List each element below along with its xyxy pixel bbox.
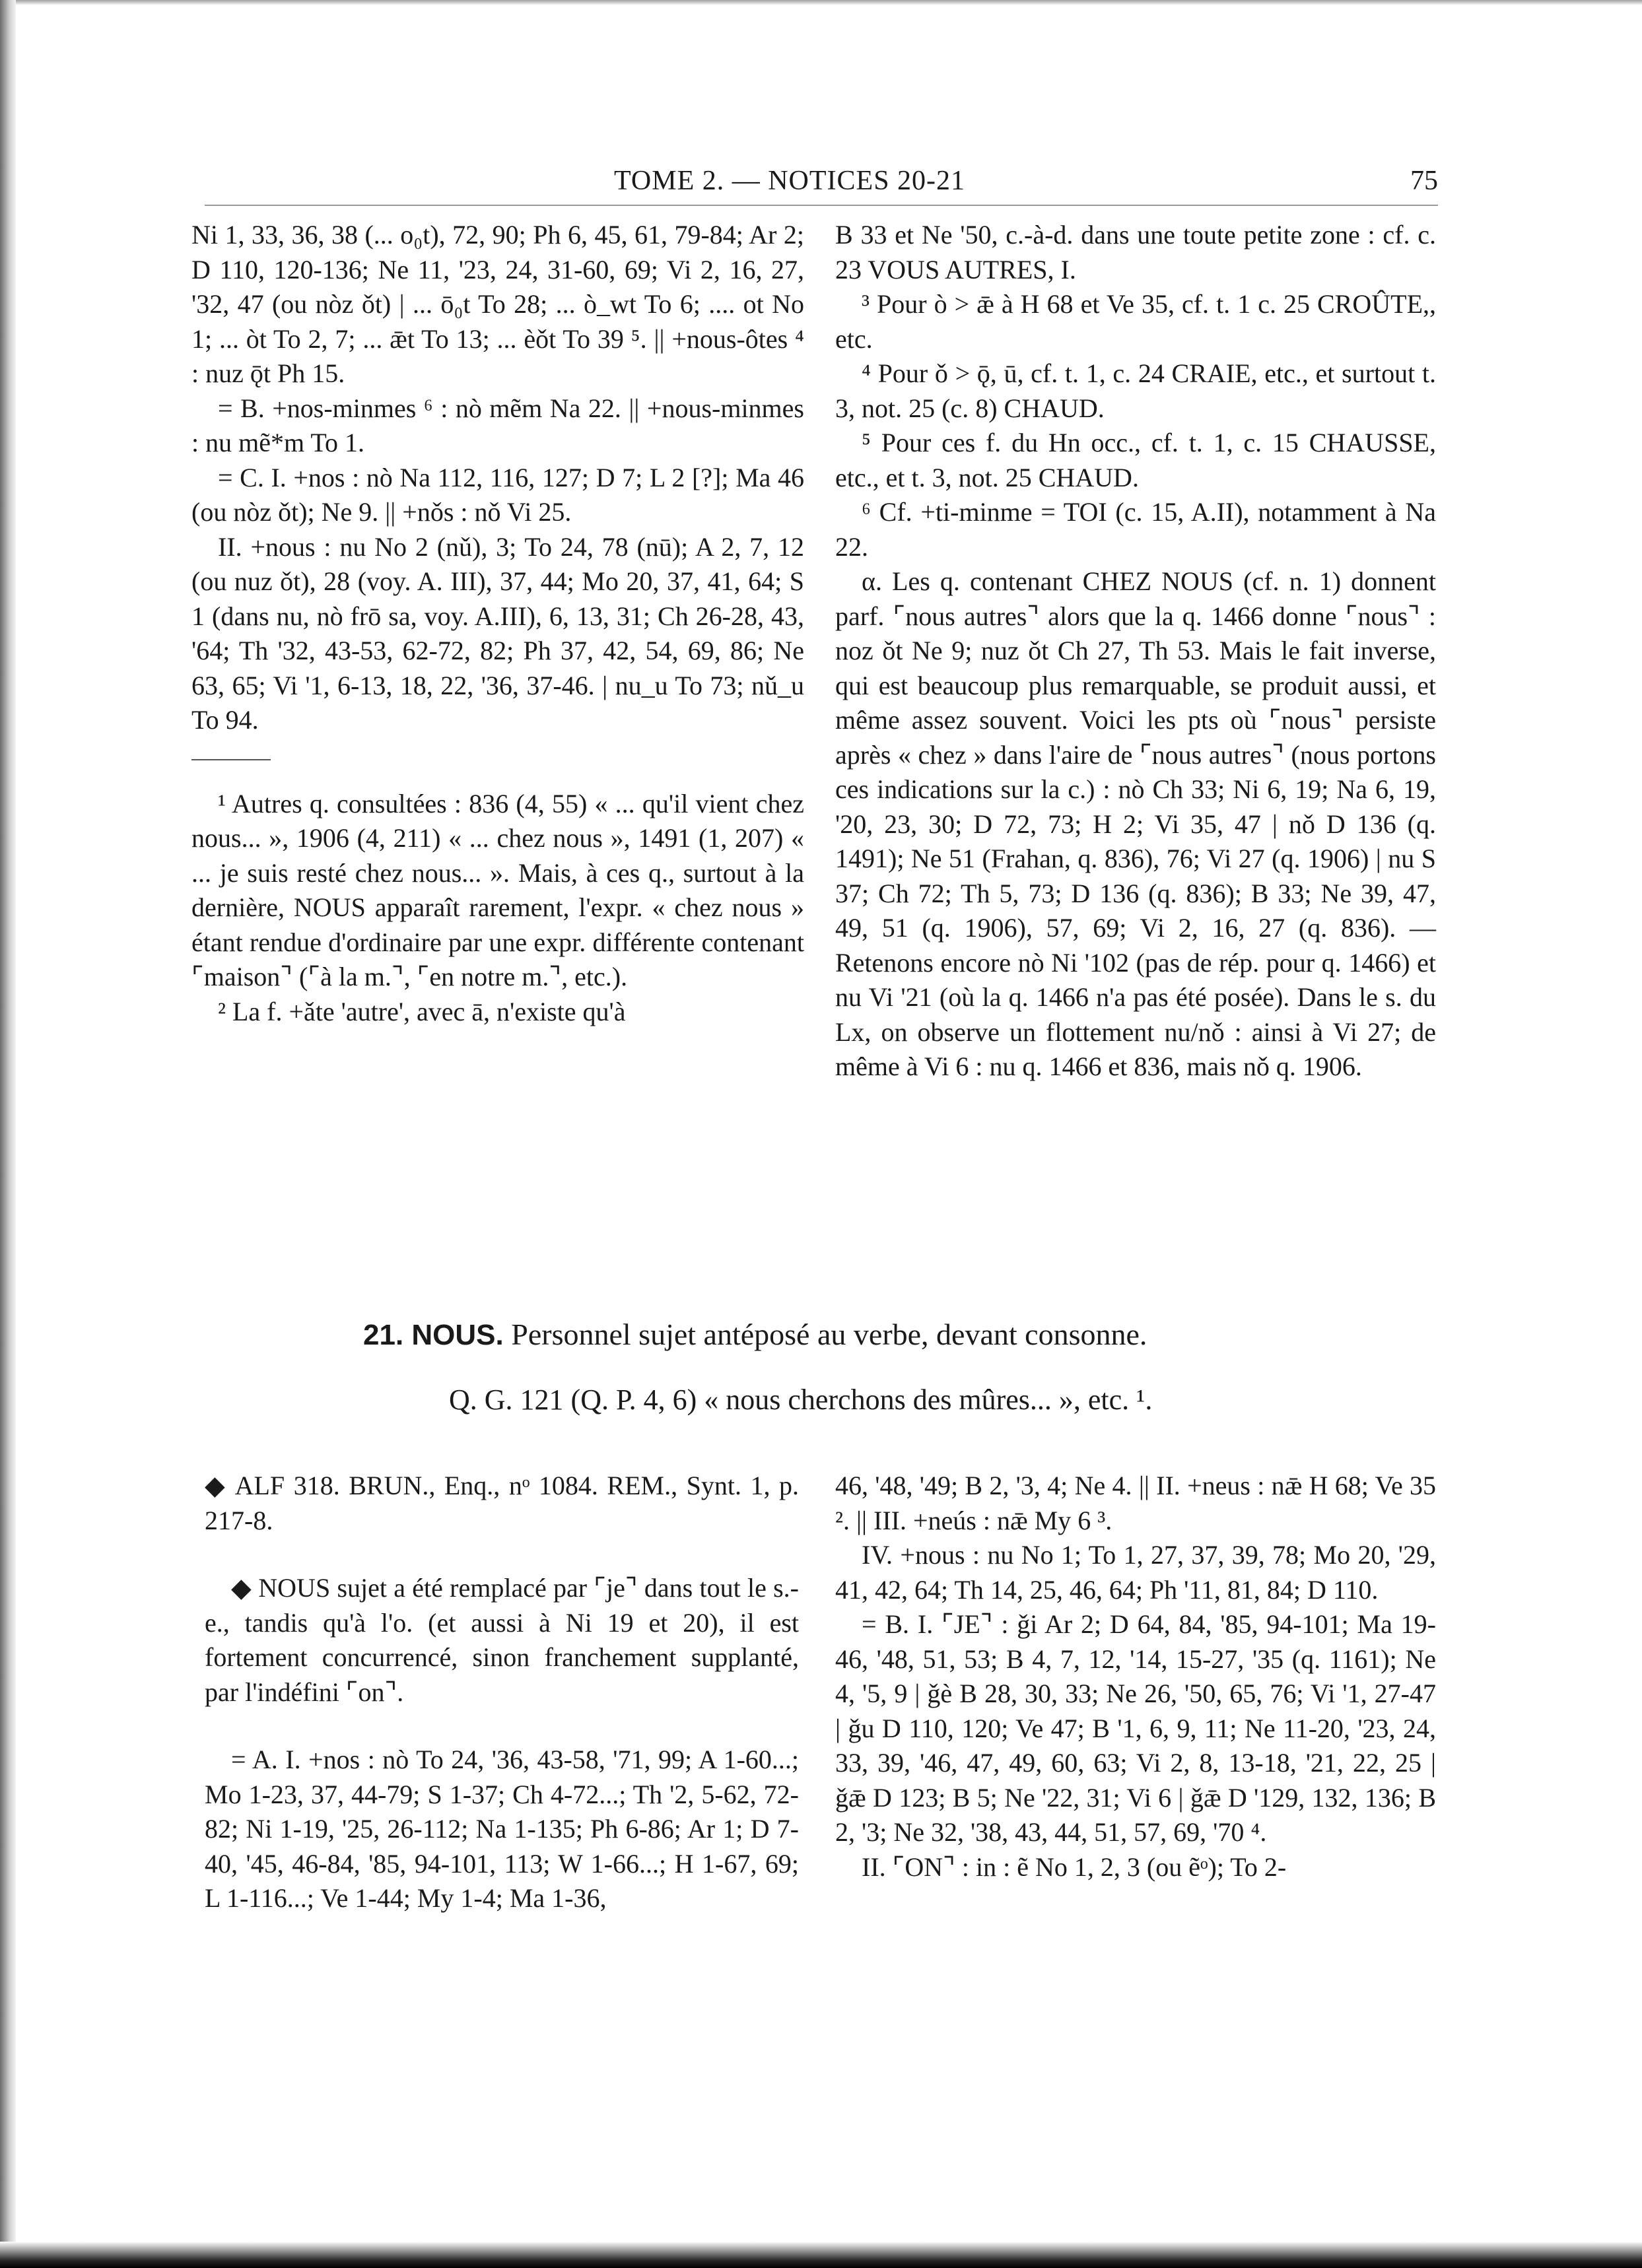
page-number: 75	[1410, 166, 1438, 196]
top-right-column	[835, 218, 1436, 1084]
paragraph: II. +nous : nu No 2 (nǔ), 3; To 24, 78 (nū); A 2, 7, 12 (ou nuz ǒt), 28 (voy. A. III), 37, 44; Mo 20, 37, 41, 64; S 1 (dans nu, nò frō sa, voy. A.III), 6, 13, 31; Ch 26-28, 43, '64; Th '32, 43-53, 62-72, 82; Ph 37, 42, 54, 69, 86; Ne 63, 65; Vi '1, 6-13, 18, 22, '36, 37-46. | nu_u To 73; nǔ_u To 94.	[191, 531, 804, 735]
paragraph: = C. I. +nos : nò Na 112, 116, 127; D 7; L 2 [?]; Ma 46 (ou nòz ǒt); Ne 9. || +nǒs : nǒ Vi 25.	[191, 462, 804, 527]
section-number: 21. NOUS.	[363, 1319, 504, 1351]
bottom-left-column	[205, 1469, 799, 1916]
scan-edge-top	[0, 0, 1642, 5]
footnote: ⁵ Pour ces f. du Hn occ., cf. t. 1, c. 15 CHAUSSE, etc., et t. 3, not. 25 CHAUD.	[835, 428, 1436, 492]
footnote: ¹ Autres q. consultées : 836 (4, 55) « ... qu'il vient chez nous... », 1906 (4, 211) « ... chez nous », 1491 (1, 207) « ... je suis resté chez nous... ». Mais, à ces q., surtout à la dernière, NOUS apparaît rarement, l'expr. « chez nous » étant rendue d'ordinaire par une expr. différente contenant ⌜maison⌝ (⌜à la m.⌝, ⌜en notre m.⌝, etc.).	[191, 788, 804, 991]
top-left-column	[191, 218, 804, 1029]
footnote-separator	[191, 759, 271, 760]
gap	[205, 1538, 799, 1571]
footnote: ⁶ Cf. +ti-minme = TOI (c. 15, A.II), notamment à Na 22.	[835, 497, 1436, 562]
section-title: Personnel sujet antéposé au verbe, devant consonne.	[511, 1317, 1147, 1351]
running-title: TOME 2. — NOTICES 20-21	[614, 166, 966, 196]
paragraph: IV. +nous : nu No 1; To 1, 27, 37, 39, 78; Mo 20, '29, 41, 42, 64; Th 14, 25, 46, 64; Ph '11, 81, 84; D 110.	[835, 1540, 1436, 1605]
paragraph: α. Les q. contenant CHEZ NOUS (cf. n. 1) donnent parf. ⌜nous autres⌝ alors que la q. 1466 donne ⌜nous⌝ : noz ǒt Ne 9; nuz ǒt Ch 27, Th 53. Mais le fait inverse, qui est beaucoup plus remarquable, se produit aussi, et même assez souvent. Voici les pts où ⌜nous⌝ persiste après « chez » dans l'aire de ⌜nous autres⌝ (nous portons ces indications sur la c.) : nò Ch 33; Ni 6, 19; Na 6, 19, '20, 23, 30; D 72, 73; H 2; Vi 35, 47 | nǒ D 136 (q. 1491); Ne 51 (Frahan, q. 836), 76; Vi 27 (q. 1906) | nu S 37; Ch 72; Th 5, 73; D 136 (q. 836); B 33; Ne 39, 47, 49, 51 (q. 1906), 57, 69; Vi 2, 16, 27 (q. 836). — Retenons encore nò Ni '102 (pas de rép. pour q. 1466) et nu Vi '21 (où la q. 1466 n'a pas été posée). Dans le s. du Lx, on observe un flottement nu/nǒ : ainsi à Vi 27; de même à Vi 6 : nu q. 1466 et 836, mais nǒ q. 1906.	[835, 566, 1436, 1081]
paragraph: ◆ ALF 318. BRUN., Enq., nᵒ 1084. REM., Synt. 1, p. 217-8.	[205, 1471, 799, 1535]
paragraph: II. ⌜ON⌝ : in : ẽ No 1, 2, 3 (ou ẽᵒ); To 2-	[862, 1851, 1287, 1882]
paragraph: = B. I. ⌜JE⌝ : ǧi Ar 2; D 64, 84, '85, 94-101; Ma 19-46, '48, 51, 53; B 4, 7, 12, '14, 15-27, '35 (q. 1161); Ne 4, '5, 9 | ǧè B 28, 30, 33; Ne 26, '50, 65, 76; Vi '1, 27-47 | ǧu D 110, 120; Ve 47; B '1, 6, 9, 11; Ne 11-20, '23, 24, 33, 39, '46, 47, 49, 60, 63; Vi 2, 8, 13-18, '21, 22, 25 | ǧǣ D 123; B 5; Ne '22, 31; Vi 6 | ǧǣ D '129, 132, 136; B 2, '3; Ne 32, '38, 43, 44, 51, 57, 69, '70 ⁴.	[835, 1609, 1436, 1847]
section-heading	[363, 1317, 1147, 1352]
section-subtitle: Q. G. 121 (Q. P. 4, 6) « nous cherchons des mûres... », etc. ¹.	[449, 1384, 1153, 1416]
footnote: ² La f. +ǎte 'autre', avec ā, n'existe qu'à	[218, 996, 626, 1026]
paragraph: = A. I. +nos : nò To 24, '36, 43-58, '71, 99; A 1-60...; Mo 1-23, 37, 44-79; S 1-37; Ch 4-72...; Th '2, 5-62, 72-82; Ni 1-19, '25, 26-112; Na 1-135; Ph 6-86; Ar 1; D 7-40, '45, 46-84, '85, 94-101, 113; W 1-66...; H 1-67, 69; L 1-116...; Ve 1-44; My 1-4; Ma 1-36,	[205, 1745, 799, 1913]
paragraph: = B. +nos-minmes ⁶ : nò mẽm Na 22. || +nous-minmes : nu mẽ*m To 1.	[191, 393, 804, 457]
paragraph: 46, '48, '49; B 2, '3, 4; Ne 4. || II. +neus : nǣ H 68; Ve 35 ². || III. +neús : nǣ My 6 ³.	[835, 1471, 1436, 1535]
footnote: ³ Pour ò > ǣ à H 68 et Ve 35, cf. t. 1 c. 25 CROÛTE,, etc.	[835, 289, 1436, 354]
paragraph: ◆ NOUS sujet a été remplacé par ⌜je⌝ dans tout le s.-e., tandis qu'à l'o. (et aussi à Ni 19 et 20), il est fortement concurrencé, sinon franchement supplanté, par l'indéfini ⌜on⌝.	[205, 1573, 799, 1707]
paragraph: B 33 et Ne '50, c.-à-d. dans une toute petite zone : cf. c. 23 VOUS AUTRES, I.	[835, 220, 1436, 284]
footnote: ⁴ Pour ǒ > ǭ, ū, cf. t. 1, c. 24 CRAIE, etc., et surtout t. 3, not. 25 (c. 8) CHAUD.	[835, 358, 1436, 423]
bottom-right-column	[835, 1469, 1436, 1884]
paragraph: Ni 1, 33, 36, 38 (... o₀t), 72, 90; Ph 6, 45, 61, 79-84; Ar 2; D 110, 120-136; Ne 11, '23, 24, 31-60, 69; Vi 2, 16, 27, '32, 47 (ou nòz ǒt) | ... ō₀t To 28; ... ò_wt To 6; .... ot No 1; ... òt To 2, 7; ... ǣt To 13; ... èǒt To 39 ⁵. || +nous-ôtes ⁴ : nuz ǭt Ph 15.	[191, 220, 804, 388]
page-header	[205, 165, 1438, 206]
gap	[205, 1710, 799, 1743]
scan-edge-bottom	[0, 2242, 1642, 2268]
scan-edge-left	[0, 0, 16, 2268]
